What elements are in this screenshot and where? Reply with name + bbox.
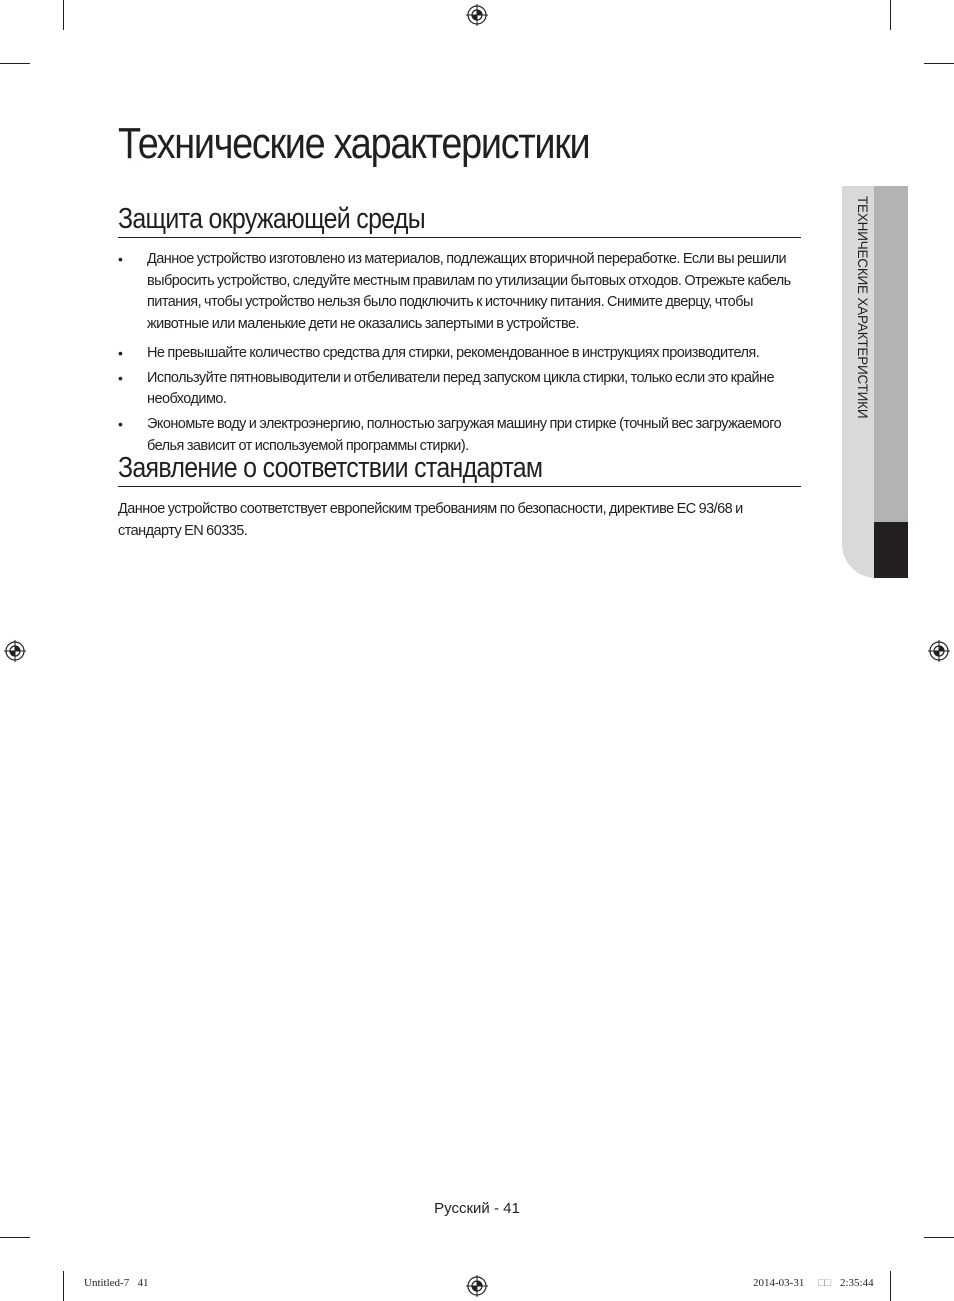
crop-mark [0,1237,30,1238]
list-item [118,343,808,365]
registration-mark-icon [928,640,950,662]
crop-mark [924,63,954,64]
crop-mark [63,0,64,30]
crop-mark [63,1271,64,1301]
registration-mark-icon [4,640,26,662]
bullet-icon: • [118,369,123,386]
section-heading-text: Заявление о соответствии стандартам [118,452,543,484]
print-garbled-chars: □□ [818,1277,832,1289]
list-item [118,249,808,336]
print-time: 2:35:44 [840,1277,874,1289]
side-tab-marker [874,522,908,578]
list-item [118,368,808,411]
list-item-text: Данное устройство изготовлено из материалов, подлежащих вторичной переработке. Если вы решили выбросить устройство, следуйте местным правилам по утилизации бытовых отходов. Отрежьте кабель питания, чтобы устройство нельзя было подключить к источнику питания. Снимите дверцу, чтобы животные или маленькие дети не оказались запертыми в устройстве. [147,251,791,333]
side-tab-label [848,196,870,516]
registration-mark-icon [466,1275,488,1297]
bullet-icon: • [118,415,123,432]
list-item-text: Экономьте воду и электроэнергию, полностью загружая машину при стирке (точный вес загружаемого белья зависит от используемой программы стирки). [147,415,782,454]
list-item [118,414,808,457]
page-title: Технические характеристики [118,119,590,168]
side-tab-label-text: ТЕХНИЧЕСКИЕ ХАРАКТЕРИСТИКИ [855,196,870,419]
crop-mark [890,0,891,30]
compliance-paragraph: Данное устройство соответствует европейским требованиям по безопасности, директиве ЕС 93/68 и стандарту EN 60335. [118,501,743,539]
side-tab-band [874,186,908,522]
bullet-icon: • [118,251,123,267]
registration-mark-icon [466,4,488,26]
list-item-text: Используйте пятновыводители и отбеливатели перед запуском цикла стирки, только если это крайне необходимо. [147,369,775,408]
section-heading-compliance [118,454,801,487]
list-item-text: Не превышайте количество средства для стирки, рекомендованное в инструкциях производителя. [147,344,760,361]
print-file-info: Untitled-7 41 [84,1277,149,1289]
crop-mark [0,63,30,64]
page-number: Русский - 41 [434,1200,520,1217]
environment-bullet-list [118,249,808,464]
crop-mark [890,1271,891,1301]
section-heading-environment [118,205,801,238]
section-heading-text: Защита окружающей среды [118,203,426,235]
crop-mark [924,1237,954,1238]
print-date: 2014-03-31 [753,1277,805,1289]
bullet-icon: • [118,344,123,361]
